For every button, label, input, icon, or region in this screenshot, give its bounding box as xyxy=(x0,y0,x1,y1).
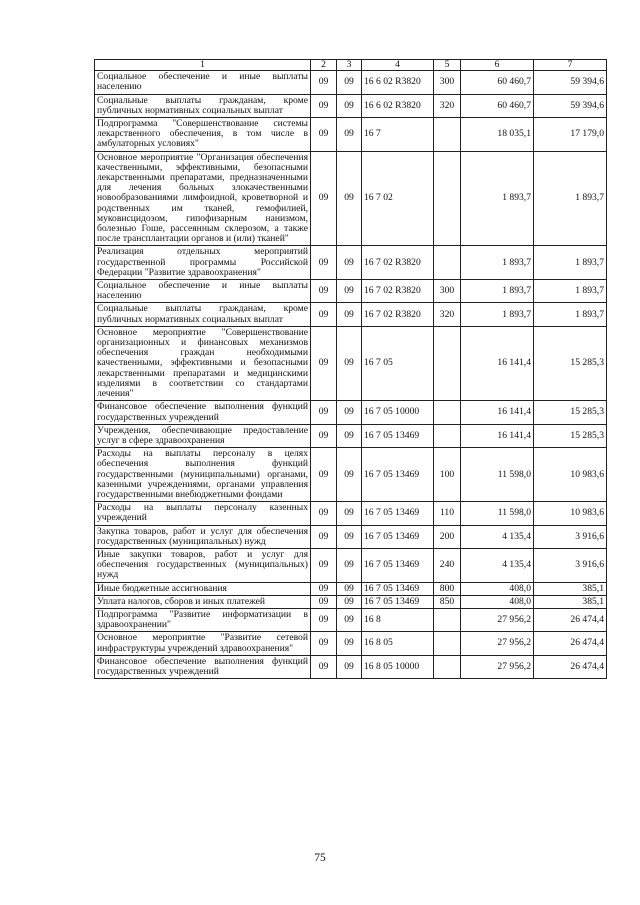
page-number: 75 xyxy=(314,852,326,864)
expense-type-cell xyxy=(434,655,461,678)
section-code-cell: 09 xyxy=(311,582,337,595)
row-name-cell: Финансовое обеспечение выполнения функций государственных учреждений xyxy=(95,401,311,424)
amount-col6-cell: 4 135,4 xyxy=(461,548,534,582)
section-code-cell: 09 xyxy=(311,608,337,631)
section-code-cell: 09 xyxy=(311,303,337,326)
amount-col6-cell: 27 956,2 xyxy=(461,608,534,631)
header-cell: 5 xyxy=(434,60,461,71)
table-row xyxy=(95,632,607,655)
section-code-cell: 09 xyxy=(311,502,337,525)
section-code-cell: 09 xyxy=(311,71,337,94)
subsection-code-cell: 09 xyxy=(337,608,362,631)
target-article-cell: 16 7 05 13469 xyxy=(362,502,434,525)
subsection-code-cell: 09 xyxy=(337,94,362,117)
target-article-cell: 16 7 xyxy=(362,118,434,152)
amount-col6-cell: 60 460,7 xyxy=(461,94,534,117)
section-code-cell: 09 xyxy=(311,151,337,246)
row-name-cell: Реализация отдельных мероприятий государственной программы Российской Федерации "Развитие здравоохранения" xyxy=(95,246,311,280)
amount-col6-cell: 408,0 xyxy=(461,595,534,608)
target-article-cell: 16 6 02 R3820 xyxy=(362,71,434,94)
section-code-cell: 09 xyxy=(311,548,337,582)
expense-type-cell: 300 xyxy=(434,71,461,94)
subsection-code-cell: 09 xyxy=(337,502,362,525)
expense-type-cell: 200 xyxy=(434,525,461,548)
amount-col7-cell: 1 893,7 xyxy=(534,303,607,326)
subsection-code-cell: 09 xyxy=(337,595,362,608)
amount-col7-cell: 59 394,6 xyxy=(534,71,607,94)
subsection-code-cell: 09 xyxy=(337,655,362,678)
header-cell: 1 xyxy=(95,60,311,71)
amount-col6-cell: 16 141,4 xyxy=(461,401,534,424)
expense-type-cell: 300 xyxy=(434,280,461,303)
subsection-code-cell: 09 xyxy=(337,326,362,400)
amount-col7-cell: 15 285,3 xyxy=(534,326,607,400)
subsection-code-cell: 09 xyxy=(337,71,362,94)
expense-type-cell: 100 xyxy=(434,448,461,502)
amount-col7-cell: 3 916,6 xyxy=(534,525,607,548)
amount-col6-cell: 60 460,7 xyxy=(461,71,534,94)
amount-col6-cell: 1 893,7 xyxy=(461,303,534,326)
amount-col7-cell: 1 893,7 xyxy=(534,280,607,303)
subsection-code-cell: 09 xyxy=(337,525,362,548)
section-code-cell: 09 xyxy=(311,246,337,280)
table-row xyxy=(95,326,607,400)
row-name-cell: Основное мероприятие "Организация обеспечения качественными, эффективными, безопасными лекарственными препаратами, предназначенными для лечения больных злокачественными новообразованиями лимфоидной, кроветворной и родственных им тканей, гемофилией, муковисцидозом, гипофизарным нанизмом, болезнью Гоше, рассеянным склерозом, а также после трансплантации органов и (или) тканей" xyxy=(95,151,311,246)
amount-col7-cell: 26 474,4 xyxy=(534,608,607,631)
amount-col7-cell: 10 983,6 xyxy=(534,448,607,502)
header-cell: 6 xyxy=(461,60,534,71)
expense-type-cell xyxy=(434,151,461,246)
row-name-cell: Социальные выплаты гражданам, кроме публичных нормативных социальных выплат xyxy=(95,94,311,117)
row-name-cell: Социальное обеспечение и иные выплаты населению xyxy=(95,280,311,303)
subsection-code-cell: 09 xyxy=(337,582,362,595)
subsection-code-cell: 09 xyxy=(337,424,362,447)
target-article-cell: 16 7 05 13469 xyxy=(362,448,434,502)
amount-col6-cell: 1 893,7 xyxy=(461,246,534,280)
amount-col6-cell: 16 141,4 xyxy=(461,326,534,400)
table-row xyxy=(95,303,607,326)
section-code-cell: 09 xyxy=(311,655,337,678)
amount-col7-cell: 10 983,6 xyxy=(534,502,607,525)
header-cell: 3 xyxy=(337,60,362,71)
table-row xyxy=(95,525,607,548)
amount-col6-cell: 27 956,2 xyxy=(461,655,534,678)
row-name-cell: Финансовое обеспечение выполнения функций государственных учреждений xyxy=(95,655,311,678)
target-article-cell: 16 7 02 R3820 xyxy=(362,303,434,326)
section-code-cell: 09 xyxy=(311,401,337,424)
target-article-cell: 16 8 05 10000 xyxy=(362,655,434,678)
amount-col6-cell: 4 135,4 xyxy=(461,525,534,548)
amount-col7-cell: 26 474,4 xyxy=(534,655,607,678)
subsection-code-cell: 09 xyxy=(337,246,362,280)
amount-col7-cell: 15 285,3 xyxy=(534,424,607,447)
section-code-cell: 09 xyxy=(311,280,337,303)
subsection-code-cell: 09 xyxy=(337,448,362,502)
table-row xyxy=(95,424,607,447)
table-row xyxy=(95,548,607,582)
target-article-cell: 16 7 02 xyxy=(362,151,434,246)
expense-type-cell: 320 xyxy=(434,303,461,326)
target-article-cell: 16 8 xyxy=(362,608,434,631)
table-row xyxy=(95,502,607,525)
subsection-code-cell: 09 xyxy=(337,280,362,303)
table-row xyxy=(95,280,607,303)
target-article-cell: 16 7 05 10000 xyxy=(362,401,434,424)
target-article-cell: 16 7 05 13469 xyxy=(362,548,434,582)
subsection-code-cell: 09 xyxy=(337,401,362,424)
header-cell: 4 xyxy=(362,60,434,71)
header-cell: 2 xyxy=(311,60,337,71)
target-article-cell: 16 7 05 13469 xyxy=(362,424,434,447)
target-article-cell: 16 7 02 R3820 xyxy=(362,280,434,303)
row-name-cell: Основное мероприятие "Совершенствование организационных и финансовых механизмов обеспечения граждан необходимыми качественными, эффективными и безопасными лекарственными препаратами и медицинскими изделиями в соответствии со стандартами лечения" xyxy=(95,326,311,400)
row-name-cell: Учреждения, обеспечивающие предоставление услуг в сфере здравоохранения xyxy=(95,424,311,447)
target-article-cell: 16 7 05 13469 xyxy=(362,582,434,595)
header-cell: 7 xyxy=(534,60,607,71)
table-row xyxy=(95,151,607,246)
expense-type-cell xyxy=(434,246,461,280)
table-row xyxy=(95,118,607,152)
row-name-cell: Подпрограмма "Совершенствование системы лекарственного обеспечения, в том числе в амбулаторных условиях" xyxy=(95,118,311,152)
table-row xyxy=(95,246,607,280)
row-name-cell: Подпрограмма "Развитие информатизации в здравоохранении" xyxy=(95,608,311,631)
table-row xyxy=(95,94,607,117)
amount-col6-cell: 27 956,2 xyxy=(461,632,534,655)
amount-col6-cell: 408,0 xyxy=(461,582,534,595)
row-name-cell: Социальное обеспечение и иные выплаты населению xyxy=(95,71,311,94)
row-name-cell: Иные бюджетные ассигнования xyxy=(95,582,311,595)
section-code-cell: 09 xyxy=(311,326,337,400)
row-name-cell: Иные закупки товаров, работ и услуг для обеспечения государственных (муниципальных) нужд xyxy=(95,548,311,582)
subsection-code-cell: 09 xyxy=(337,548,362,582)
section-code-cell: 09 xyxy=(311,424,337,447)
amount-col6-cell: 1 893,7 xyxy=(461,280,534,303)
section-code-cell: 09 xyxy=(311,525,337,548)
amount-col6-cell: 16 141,4 xyxy=(461,424,534,447)
target-article-cell: 16 7 05 13469 xyxy=(362,595,434,608)
expense-type-cell xyxy=(434,401,461,424)
row-name-cell: Уплата налогов, сборов и иных платежей xyxy=(95,595,311,608)
amount-col7-cell: 17 179,0 xyxy=(534,118,607,152)
expense-type-cell xyxy=(434,608,461,631)
expense-type-cell: 240 xyxy=(434,548,461,582)
row-name-cell: Закупка товаров, работ и услуг для обеспечения государственных (муниципальных) нужд xyxy=(95,525,311,548)
section-code-cell: 09 xyxy=(311,632,337,655)
table-row xyxy=(95,655,607,678)
amount-col7-cell: 1 893,7 xyxy=(534,246,607,280)
expense-type-cell: 850 xyxy=(434,595,461,608)
expense-type-cell: 110 xyxy=(434,502,461,525)
table-row xyxy=(95,582,607,595)
amount-col7-cell: 1 893,7 xyxy=(534,151,607,246)
row-name-cell: Основное мероприятие "Развитие сетевой инфраструктуры учреждений здравоохранения" xyxy=(95,632,311,655)
amount-col6-cell: 11 598,0 xyxy=(461,502,534,525)
expense-type-cell: 800 xyxy=(434,582,461,595)
expense-type-cell xyxy=(434,326,461,400)
target-article-cell: 16 7 05 13469 xyxy=(362,525,434,548)
amount-col7-cell: 385,1 xyxy=(534,595,607,608)
target-article-cell: 16 7 02 R3820 xyxy=(362,246,434,280)
amount-col7-cell: 385,1 xyxy=(534,582,607,595)
amount-col6-cell: 1 893,7 xyxy=(461,151,534,246)
expense-type-cell: 320 xyxy=(434,94,461,117)
target-article-cell: 16 8 05 xyxy=(362,632,434,655)
table-row xyxy=(95,595,607,608)
expense-type-cell xyxy=(434,424,461,447)
expense-type-cell xyxy=(434,118,461,152)
subsection-code-cell: 09 xyxy=(337,632,362,655)
table-header-row xyxy=(95,60,607,71)
subsection-code-cell: 09 xyxy=(337,303,362,326)
target-article-cell: 16 7 05 xyxy=(362,326,434,400)
amount-col7-cell: 3 916,6 xyxy=(534,548,607,582)
table-row xyxy=(95,608,607,631)
amount-col7-cell: 15 285,3 xyxy=(534,401,607,424)
section-code-cell: 09 xyxy=(311,94,337,117)
budget-table xyxy=(94,59,607,679)
target-article-cell: 16 6 02 R3820 xyxy=(362,94,434,117)
section-code-cell: 09 xyxy=(311,118,337,152)
subsection-code-cell: 09 xyxy=(337,118,362,152)
subsection-code-cell: 09 xyxy=(337,151,362,246)
section-code-cell: 09 xyxy=(311,595,337,608)
table-row xyxy=(95,448,607,502)
expense-type-cell xyxy=(434,632,461,655)
amount-col6-cell: 11 598,0 xyxy=(461,448,534,502)
amount-col6-cell: 18 035,1 xyxy=(461,118,534,152)
table-row xyxy=(95,71,607,94)
table-row xyxy=(95,401,607,424)
amount-col7-cell: 59 394,6 xyxy=(534,94,607,117)
amount-col7-cell: 26 474,4 xyxy=(534,632,607,655)
row-name-cell: Расходы на выплаты персоналу казенных учреждений xyxy=(95,502,311,525)
row-name-cell: Социальные выплаты гражданам, кроме публичных нормативных социальных выплат xyxy=(95,303,311,326)
section-code-cell: 09 xyxy=(311,448,337,502)
row-name-cell: Расходы на выплаты персоналу в целях обеспечения выполнения функций государственными (муниципальными) органами, казенными учреждениями, органами управления государственными внебюджетными фондами xyxy=(95,448,311,502)
